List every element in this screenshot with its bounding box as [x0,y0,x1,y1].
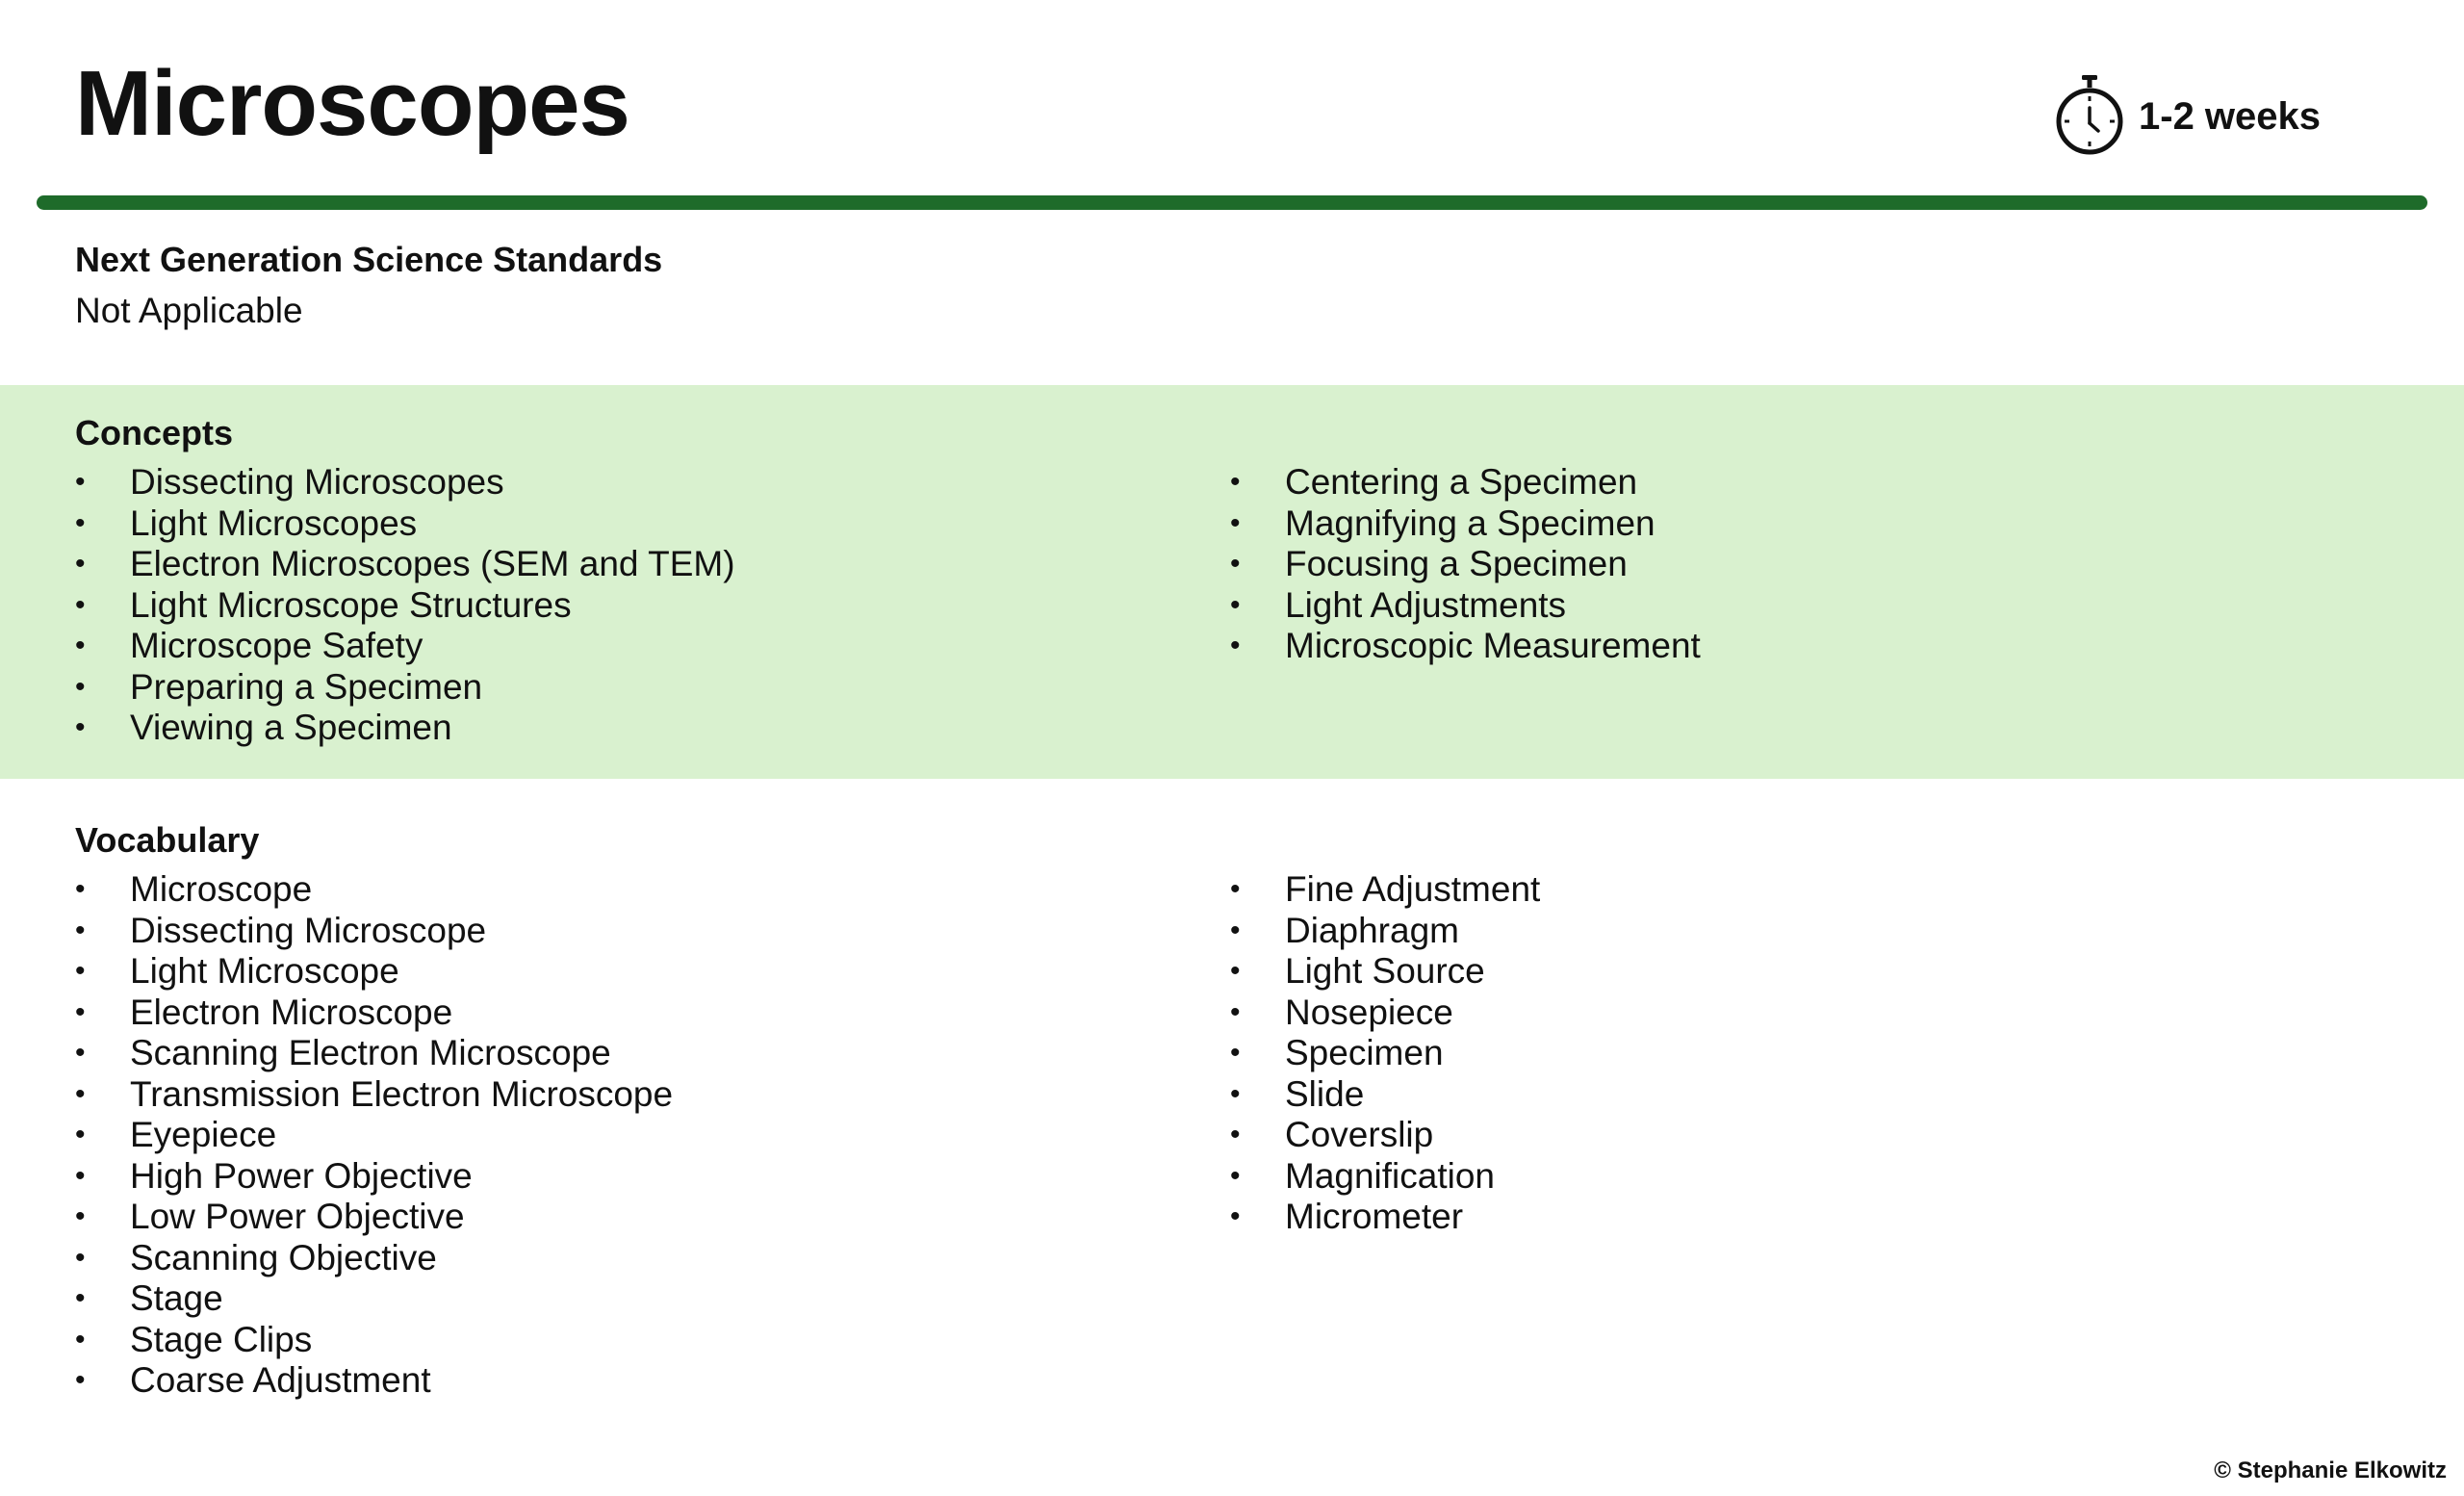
vocabulary-heading: Vocabulary [75,820,260,860]
list-item-text: Low Power Objective [130,1197,465,1236]
bullet-marker: • [1230,1159,1241,1192]
list-item [75,626,735,667]
bullet-marker: • [1230,1119,1241,1150]
concepts-list-left [75,462,735,749]
list-item [1230,1033,1540,1074]
list-item-text: Viewing a Specimen [130,708,452,747]
list-item-text: Light Microscope [130,951,399,991]
list-item-text: Microscope Safety [130,626,424,665]
list-item-text: Coverslip [1285,1115,1434,1154]
bullet-marker: • [75,466,86,498]
bullet-marker: • [1230,630,1241,661]
bullet-marker: • [75,630,86,661]
list-item [1230,1197,1540,1238]
vocabulary-list-right [1230,869,1540,1238]
list-item [75,1278,673,1320]
bullet-marker: • [1230,955,1241,987]
list-item-text: Magnification [1285,1155,1496,1196]
bullet-marker: • [1230,1077,1241,1110]
stopwatch-icon [2054,73,2125,161]
list-item-text: Light Source [1285,951,1485,991]
list-item [1230,1115,1540,1156]
list-item [75,1115,673,1156]
duration-badge [2054,73,2321,161]
bullet-marker: • [75,1119,86,1150]
bullet-marker: • [75,1159,86,1192]
bullet-marker: • [75,548,86,580]
list-item-text: Light Microscope Structures [130,584,572,625]
standards-value: Not Applicable [75,291,303,331]
list-item [75,1156,673,1198]
list-item-text: Nosepiece [1285,992,1453,1032]
list-item-text: Specimen [1285,1033,1444,1072]
list-item-text: Light Microscopes [130,503,418,543]
list-item [1230,869,1540,911]
standards-section [75,239,662,333]
list-item-text: Electron Microscopes (SEM and TEM) [130,544,735,583]
list-item [1230,626,1701,667]
bullet-marker: • [1230,506,1241,539]
list-item-text: Dissecting Microscopes [130,462,504,502]
list-item-text: High Power Objective [130,1155,473,1196]
bullet-marker: • [1230,588,1241,621]
bullet-marker: • [75,995,86,1028]
bullet-marker: • [75,1241,86,1274]
list-item [1230,462,1701,503]
list-item-text: Diaphragm [1285,910,1459,950]
bullet-marker: • [75,873,86,905]
list-item [75,869,673,911]
list-item-text: Preparing a Specimen [130,666,483,707]
page-title: Microscopes [75,52,629,155]
list-item-text: Coarse Adjustment [130,1360,431,1400]
bullet-marker: • [1230,995,1241,1028]
bullet-marker: • [75,1282,86,1314]
list-item [1230,585,1701,627]
list-item [75,1074,673,1116]
list-item [75,993,673,1034]
list-item [75,585,735,627]
standards-heading: Next Generation Science Standards [75,240,663,279]
list-item [75,1238,673,1279]
list-item-text: Scanning Objective [130,1237,437,1277]
concepts-heading: Concepts [75,413,234,452]
list-item [75,1033,673,1074]
bullet-marker: • [75,588,86,621]
bullet-marker: • [1230,1200,1241,1232]
list-item-text: Microscope [130,869,313,909]
list-item [75,462,735,503]
bullet-marker: • [75,506,86,539]
list-item-text: Slide [1285,1073,1365,1114]
list-item-text: Light Adjustments [1285,584,1567,625]
list-item-text: Eyepiece [130,1115,277,1154]
list-item-text: Stage [130,1278,223,1318]
bullet-marker: • [1230,873,1241,905]
list-item [75,503,735,545]
bullet-marker: • [1230,1037,1241,1069]
list-item [1230,503,1701,545]
list-item-text: Fine Adjustment [1285,869,1541,909]
list-item [75,911,673,952]
header-divider [37,195,2427,210]
list-item-text: Centering a Specimen [1285,462,1638,502]
list-item [1230,544,1701,585]
list-item [75,1360,673,1402]
vocabulary-list-left [75,869,673,1402]
list-item-text: Microscopic Measurement [1285,626,1701,665]
bullet-marker: • [1230,914,1241,946]
bullet-marker: • [75,1037,86,1069]
bullet-marker: • [75,1364,86,1396]
list-item [75,667,735,709]
list-item-text: Scanning Electron Microscope [130,1033,611,1072]
list-item-text: Electron Microscope [130,992,453,1032]
list-item-text: Micrometer [1285,1197,1464,1236]
list-item [75,1320,673,1361]
list-item [1230,993,1540,1034]
bullet-marker: • [1230,548,1241,580]
list-item [1230,1156,1540,1198]
list-item-text: Dissecting Microscope [130,910,487,950]
copyright-notice: © Stephanie Elkowitz [2214,1457,2447,1483]
list-item [75,1197,673,1238]
list-item [75,708,735,749]
list-item [1230,911,1540,952]
list-item-text: Stage Clips [130,1319,313,1359]
list-item [75,544,735,585]
list-item-text: Transmission Electron Microscope [130,1073,674,1114]
bullet-marker: • [75,1200,86,1232]
bullet-marker: • [1230,466,1241,498]
bullet-marker: • [75,1077,86,1110]
bullet-marker: • [75,1323,86,1355]
bullet-marker: • [75,914,86,946]
list-item [1230,1074,1540,1116]
bullet-marker: • [75,955,86,987]
bullet-marker: • [75,711,86,743]
list-item [1230,951,1540,993]
concepts-list-right [1230,462,1701,667]
list-item-text: Focusing a Specimen [1285,544,1628,583]
list-item-text: Magnifying a Specimen [1285,503,1656,543]
list-item [75,951,673,993]
bullet-marker: • [75,670,86,703]
duration-text: 1-2 weeks [2139,95,2322,138]
